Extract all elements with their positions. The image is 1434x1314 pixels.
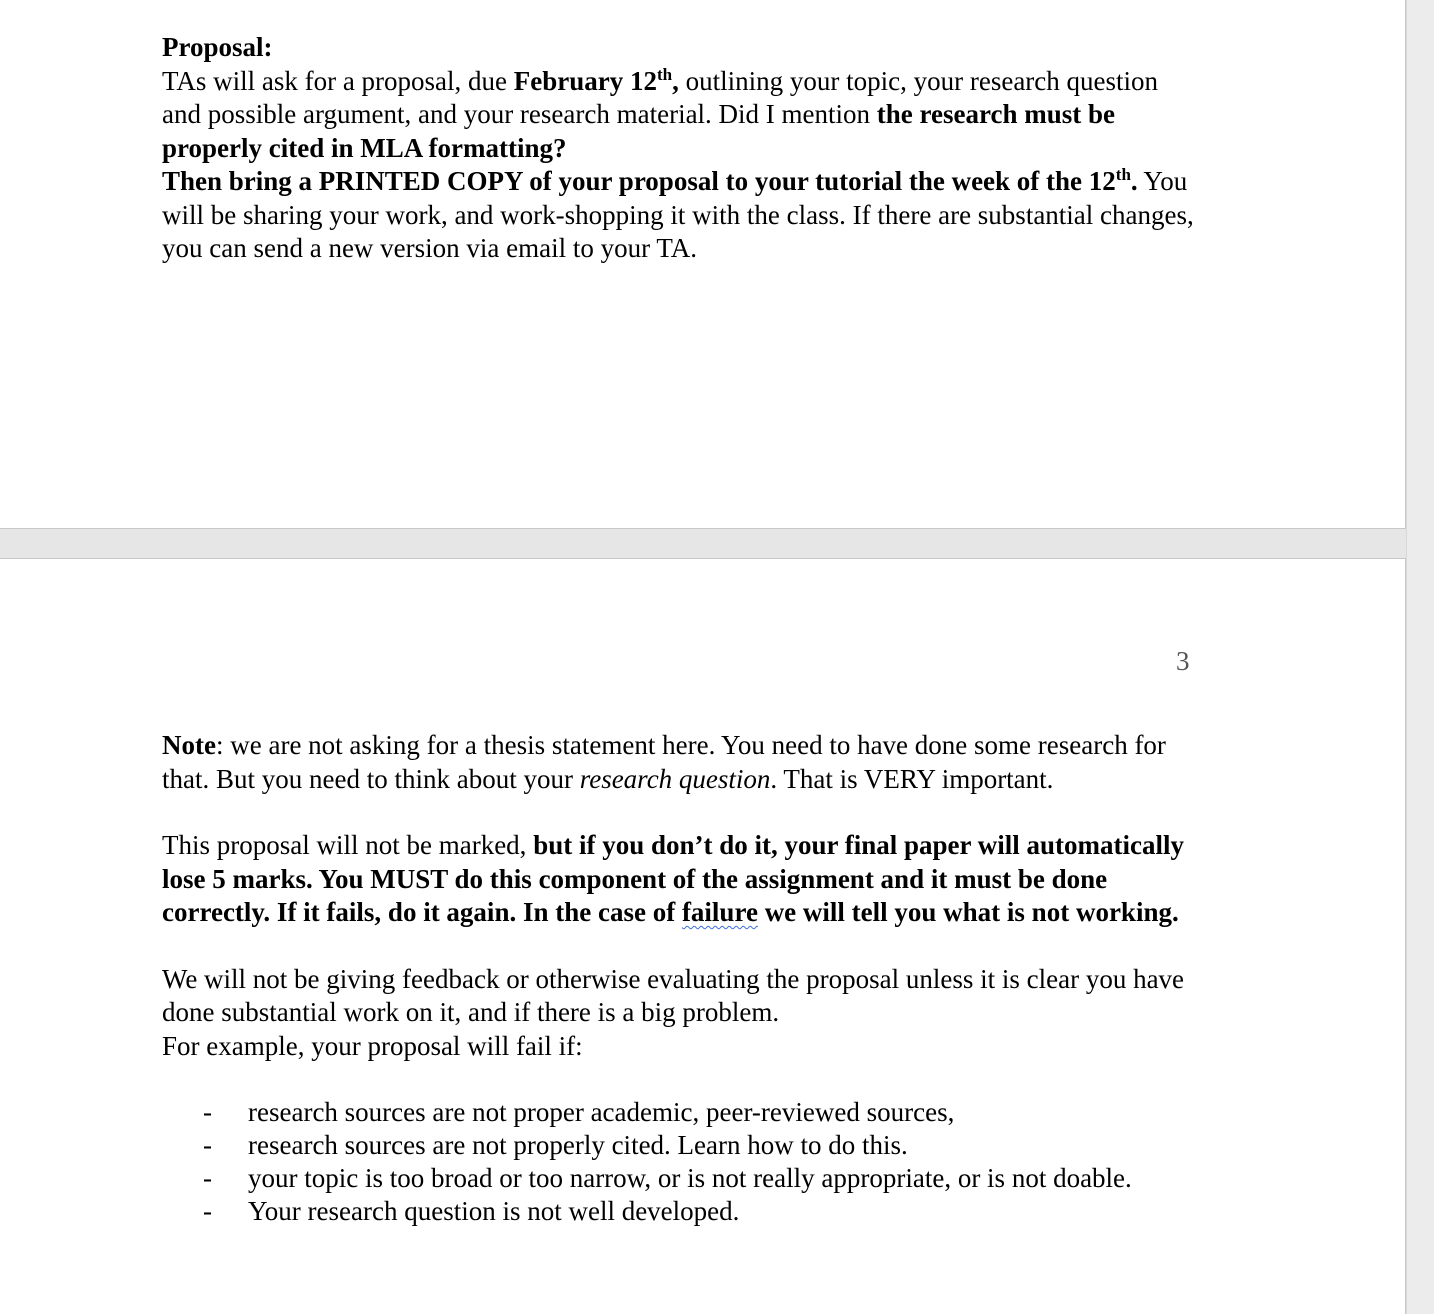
text-run: , [672, 65, 679, 96]
ordinal-suffix: th [657, 64, 673, 84]
list-item-text: research sources are not properly cited. Learn how to do this. [248, 1130, 908, 1160]
mla-emphasis: the research must be properly cited in MLA formatting? [162, 99, 1116, 163]
text-run: . [1130, 166, 1138, 196]
printed-copy-emphasis [162, 166, 1138, 196]
text-run: Then bring a PRINTED COPY of your proposal to your tutorial the week of the 12 [162, 166, 1116, 196]
text-run: : we are not asking for a thesis statement here. You need to have done some research for that. But you need to think about your [162, 730, 1166, 794]
text-run: outlining your topic, your research question and possible argument, and your research material. Did I mention [162, 65, 1159, 129]
text-run: February 12 [513, 65, 657, 96]
proposal-paragraph [162, 65, 1202, 166]
text-run: TAs will ask for a proposal, due [162, 65, 514, 96]
penalty-emphasis-end: we will tell you what is not working. [757, 897, 1179, 927]
dash-bullet: - [203, 1130, 212, 1160]
page-3-body [162, 729, 1202, 1228]
list-item-text: research sources are not proper academic, peer-reviewed sources, [248, 1097, 955, 1127]
proposal-heading: Proposal: [162, 32, 273, 62]
due-date [514, 66, 679, 96]
list-item [162, 1096, 1202, 1129]
list-item [162, 1195, 1202, 1228]
text-run: You will be sharing your work, and work-shopping it with the class. If there are substantial changes, you can send a new version via email to your TA. [162, 166, 1194, 263]
printed-copy-paragraph [162, 165, 1202, 266]
dash-bullet: - [203, 1163, 212, 1193]
page-number: 3 [1176, 646, 1190, 676]
dash-bullet: - [203, 1097, 212, 1127]
list-item-text: your topic is too broad or too narrow, or is not really appropriate, or is not doable. [248, 1163, 1132, 1193]
marking-paragraph [162, 829, 1202, 930]
ordinal-suffix: th [1115, 165, 1131, 184]
example-intro: For example, your proposal will fail if: [162, 1030, 583, 1061]
list-item [162, 1162, 1202, 1195]
spellcheck-flagged-word[interactable]: failure [681, 897, 758, 927]
list-item-text: Your research question is not well developed. [248, 1196, 740, 1226]
text-run: This proposal will not be marked, [162, 830, 534, 860]
research-question-emphasis: research question [579, 763, 771, 794]
proposal-section [162, 31, 1202, 266]
failure-criteria-list [162, 1096, 1202, 1228]
note-label: Note [162, 730, 216, 760]
window-scroll-edge[interactable] [1406, 0, 1434, 1314]
document-page-2 [0, 0, 1406, 529]
penalty-emphasis: but if you don’t do it, your final paper will automatically lose 5 marks. You MUST do this component of the assignment and it must be done correctly. If it fails, do it again. In the case of [162, 830, 1185, 927]
list-item [162, 1129, 1202, 1162]
dash-bullet: - [203, 1196, 212, 1226]
feedback-paragraph: We will not be giving feedback or otherwise evaluating the proposal unless it is clear you have done substantial work on it, and if there is a big problem. [162, 963, 1185, 1027]
note-paragraph [162, 729, 1202, 796]
text-run: . That is VERY important. [770, 763, 1054, 794]
